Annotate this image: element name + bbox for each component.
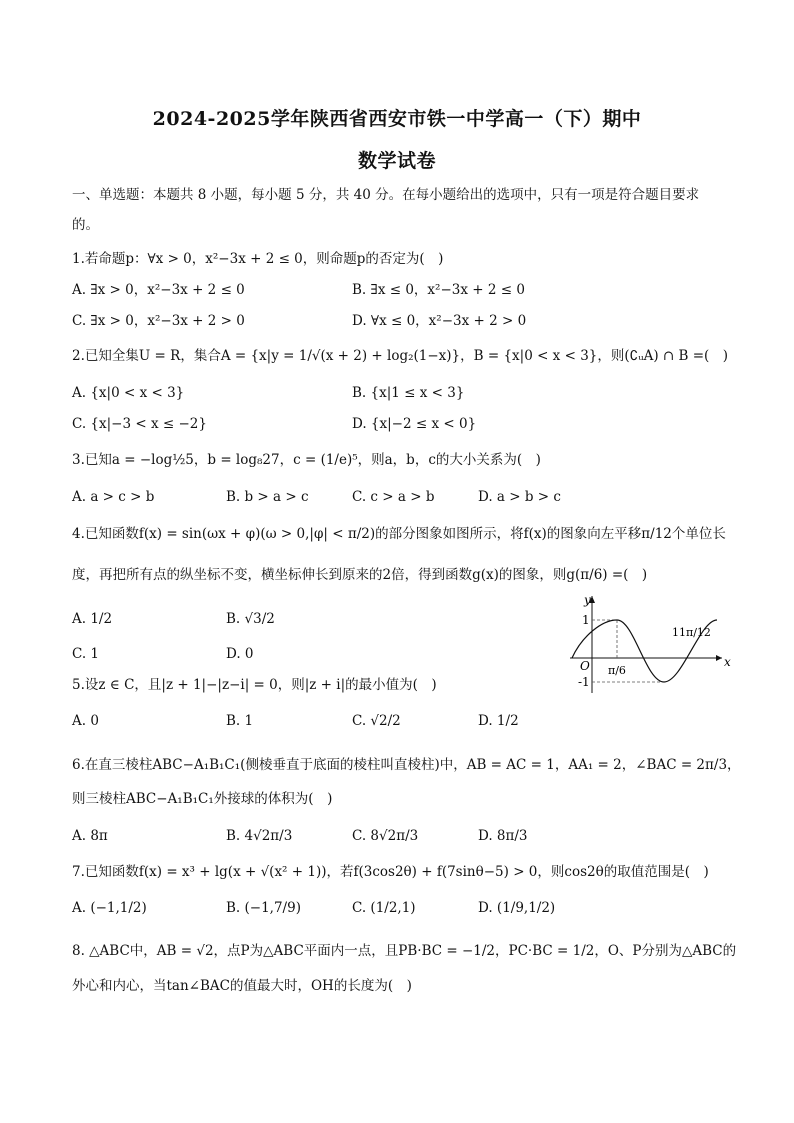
question-5-option-a: A. 0 — [72, 713, 99, 729]
x-axis-arrow-icon — [716, 655, 722, 661]
question-7-option-b: B. (−1,7/9) — [226, 900, 301, 916]
question-3-option-b: B. b > a > c — [226, 489, 309, 505]
question-3-stem: 3.已知a = −log½5，b = log₈27，c = (1/e)⁵，则a，b，c的大小关系为( ) — [72, 452, 541, 468]
question-6-option-b: B. 4√2π/3 — [226, 828, 293, 844]
question-7-option-a: A. (−1,1/2) — [72, 900, 147, 916]
y-max-label: 1 — [582, 613, 590, 627]
question-1-option-b: B. ∃x ≤ 0，x²−3x + 2 ≤ 0 — [352, 282, 525, 298]
question-1-option-c: C. ∃x > 0，x²−3x + 2 > 0 — [72, 313, 245, 329]
section-instruction-line1: 一、单选题：本题共 8 小题，每小题 5 分，共 40 分。在每小题给出的选项中，只有一项是符合题目要求 — [72, 187, 700, 203]
question-4-option-d: D. 0 — [226, 646, 254, 662]
question-5-option-c: C. √2/2 — [352, 713, 401, 729]
question-4-stem-line1: 4.已知函数f(x) = sin(ωx + φ)(ω > 0,|φ| < π/2)的部分图象如图所示，将f(x)的图象向左平移π/12个单位长 — [72, 526, 726, 542]
exam-subtitle: 数学试卷 — [357, 150, 436, 172]
question-7-option-c: C. (1/2,1) — [352, 900, 416, 916]
question-6-stem-line1: 6.在直三棱柱ABC−A₁B₁C₁(侧棱垂直于底面的棱柱叫直棱柱)中，AB = AC = 1，AA₁ = 2，∠BAC = 2π/3， — [72, 757, 741, 773]
question-8-stem-line1: 8. △ABC中，AB = √2，点P为△ABC平面内一点，且PB·BC = −1/2，PC·BC = 1/2，O、P分别为△ABC的 — [72, 943, 737, 959]
x-tick-label: π/6 — [608, 664, 626, 677]
question-3-option-d: D. a > b > c — [478, 489, 561, 505]
question-5-stem: 5.设z ∈ C，且|z + 1|−|z−i| = 0，则|z + i|的最小值为( ) — [72, 677, 437, 693]
question-3-option-a: A. a > c > b — [72, 489, 155, 505]
sine-graph-figure — [562, 588, 732, 698]
question-2-option-a: A. {x|0 < x < 3} — [72, 385, 185, 401]
x-tick2-label: 11π/12 — [672, 626, 711, 639]
exam-title: 2024-2025学年陕西省西安市铁一中学高一（下）期中 — [152, 108, 642, 130]
y-axis-label: y — [584, 593, 591, 607]
question-5-option-d: D. 1/2 — [478, 713, 519, 729]
origin-label: O — [580, 659, 590, 673]
section-instruction-line2: 的。 — [72, 217, 99, 233]
question-4-stem-line2: 度，再把所有点的纵坐标不变，横坐标伸长到原来的2倍，得到函数g(x)的图象，则g(π/6) =( ) — [72, 567, 648, 583]
question-3-option-c: C. c > a > b — [352, 489, 435, 505]
question-1-stem: 1.若命题p：∀x > 0，x²−3x + 2 ≤ 0，则命题p的否定为( ) — [72, 251, 444, 267]
y-min-label: -1 — [578, 675, 590, 689]
question-1-option-d: D. ∀x ≤ 0，x²−3x + 2 > 0 — [352, 313, 527, 329]
question-7-option-d: D. (1/9,1/2) — [478, 900, 556, 916]
question-5-option-b: B. 1 — [226, 713, 254, 729]
question-2-option-d: D. {x|−2 ≤ x < 0} — [352, 416, 477, 432]
question-1-option-a: A. ∃x > 0，x²−3x + 2 ≤ 0 — [72, 282, 245, 298]
question-2-stem: 2.已知全集U = R，集合A = {x|y = 1/√(x + 2) + log₂(1−x)}，B = {x|0 < x < 3}，则(∁ᵤA) ∩ B =( ) — [72, 348, 729, 364]
question-4-option-b: B. √3/2 — [226, 611, 275, 627]
question-6-option-a: A. 8π — [72, 828, 108, 844]
question-6-option-c: C. 8√2π/3 — [352, 828, 419, 844]
question-6-option-d: D. 8π/3 — [478, 828, 528, 844]
question-2-option-b: B. {x|1 ≤ x < 3} — [352, 385, 465, 401]
question-4-option-a: A. 1/2 — [72, 611, 113, 627]
question-6-stem-line2: 则三棱柱ABC−A₁B₁C₁外接球的体积为( ) — [72, 791, 333, 807]
x-axis-label: x — [724, 655, 731, 669]
question-4-option-c: C. 1 — [72, 646, 100, 662]
question-8-stem-line2: 外心和内心，当tan∠BAC的值最大时，OH的长度为( ) — [72, 978, 412, 994]
question-2-option-c: C. {x|−3 < x ≤ −2} — [72, 416, 207, 432]
question-7-stem: 7.已知函数f(x) = x³ + lg(x + √(x² + 1))，若f(3cos2θ) + f(7sinθ−5) > 0，则cos2θ的取值范围是( ) — [72, 864, 709, 880]
